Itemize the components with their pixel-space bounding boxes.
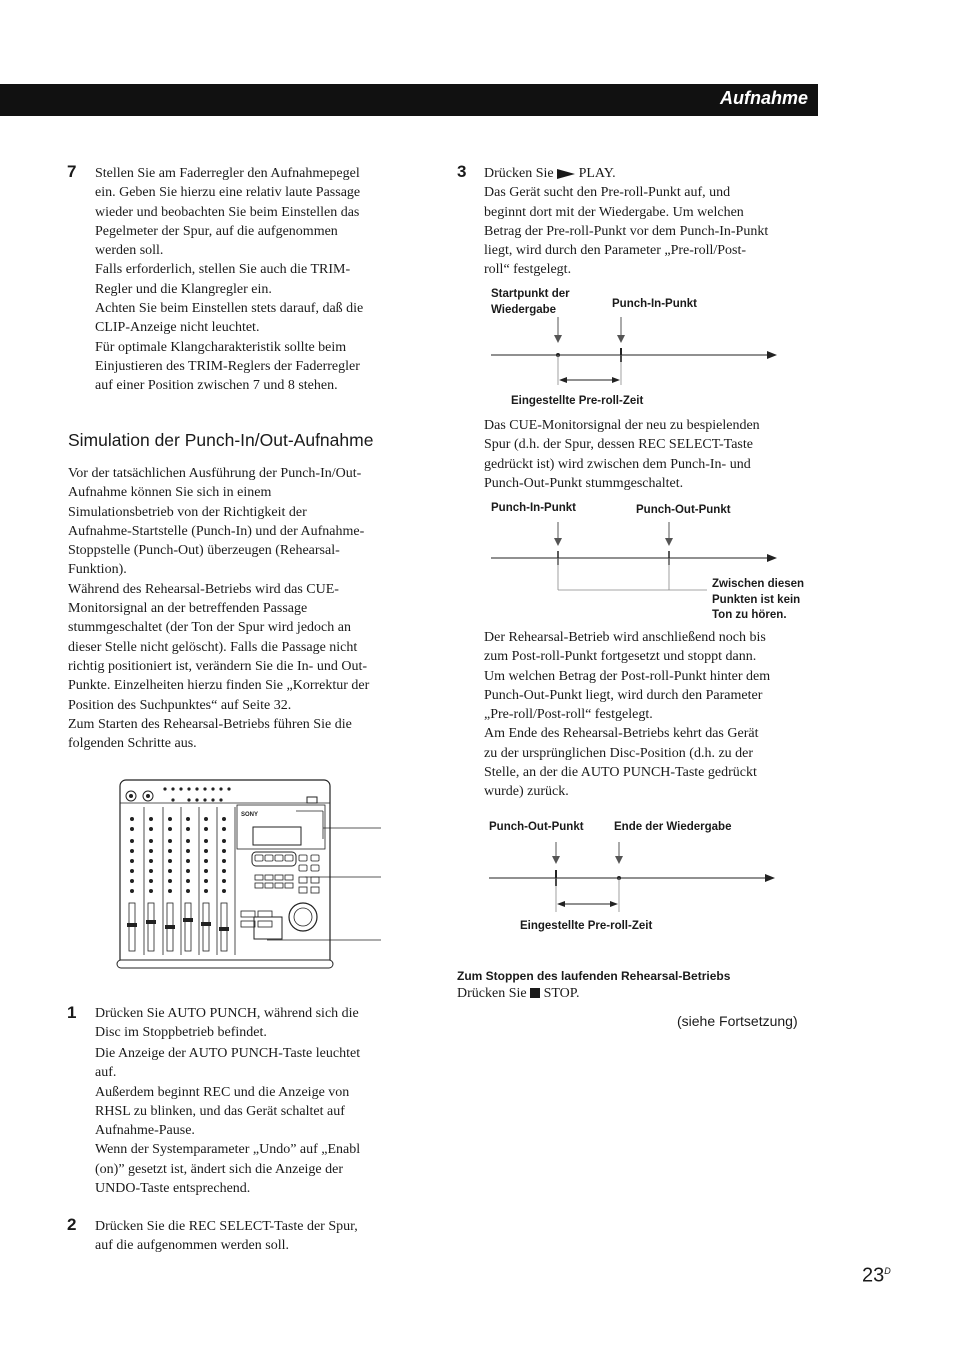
post-roll-paragraph — [484, 628, 770, 802]
stop-heading: Zum Stoppen des laufenden Rehearsal-Betriebs — [457, 969, 731, 983]
step-1-number: 1 — [67, 1003, 77, 1022]
text-line: „Pre-roll/Post-roll“ festgelegt. — [484, 707, 653, 723]
step-3-first-line — [484, 164, 768, 183]
text-fragment: Drücken Sie — [457, 986, 531, 1001]
play-icon — [557, 169, 575, 179]
step-7-text — [95, 164, 363, 396]
text-line: Pegelmeter der Spur, auf die aufgenommen — [95, 223, 338, 239]
text-line: Wenn der Systemparameter „Undo” auf „Enabl — [95, 1142, 361, 1158]
text-line: Zwischen diesen — [712, 578, 805, 590]
page-number-suffix: D — [884, 1266, 891, 1276]
header-title: Aufnahme — [719, 88, 808, 108]
page-number — [862, 1262, 891, 1286]
text-line: Einjustieren des TRIM-Reglers der Faderregler — [95, 358, 360, 374]
step-2-number: 2 — [67, 1215, 77, 1234]
text-line: Für optimale Klangcharakteristik sollte beim — [95, 339, 347, 355]
text-line: UNDO-Taste entsprechend. — [95, 1181, 251, 1197]
text-line: RHSL zu blinken, und das Gerät schaltet auf — [95, 1103, 345, 1119]
diagram-3-out-label: Punch-Out-Punkt — [489, 821, 584, 833]
text-line: Monitorsignal an der betreffenden Passage — [68, 601, 308, 617]
text-line: Die Anzeige der AUTO PUNCH-Taste leuchtet — [95, 1046, 361, 1061]
stop-text — [457, 984, 580, 1003]
text-line: gedrückt ist) wird zwischen dem Punch-In- und — [484, 456, 751, 472]
text-line: zum Post-roll-Punkt fortgesetzt und stoppt dann. — [484, 649, 757, 665]
text-line: Aufnahme-Pause. — [95, 1123, 195, 1139]
text-line: auf die aufgenommen werden soll. — [95, 1238, 289, 1254]
text-line: Drücken Sie die REC SELECT-Taste der Spur, — [95, 1219, 358, 1234]
text-line: Spur (d.h. der Spur, dessen REC SELECT-Taste — [484, 437, 753, 453]
text-line: wurde) zurück. — [484, 784, 569, 800]
text-line: zu der ursprünglichen Disc-Position (d.h. zu der — [484, 745, 754, 761]
step-7-number: 7 — [67, 162, 77, 181]
text-line: Startpunkt der — [491, 288, 570, 300]
text-line: ein. Geben Sie hierzu eine relativ laute Passage — [95, 185, 361, 201]
text-line: Am Ende des Rehearsal-Betriebs kehrt das Gerät — [484, 726, 759, 742]
diagram-2-note — [712, 577, 804, 624]
text-line: Aufnahme können Sie sich in einem — [68, 485, 272, 501]
text-line: Punkte. Einzelheiten hierzu finden Sie „Korrektur der — [68, 678, 370, 694]
text-line: wieder und beobachten Sie beim Einstellen das — [95, 204, 360, 220]
text-line: Funktion). — [68, 562, 127, 578]
text-line: Vor der tatsächlichen Ausführung der Punch-In/Out- — [68, 466, 362, 481]
text-line: Ton zu hören. — [712, 609, 787, 621]
diagram-1-start-label — [491, 287, 570, 318]
step-3-number: 3 — [457, 162, 467, 181]
text-line: Aufnahme-Startstelle (Punch-In) und der Aufnahme- — [68, 523, 365, 539]
diagram-1-punch-in-label: Punch-In-Punkt — [612, 298, 697, 310]
device-illustration — [115, 775, 390, 975]
text-line: Achten Sie beim Einstellen stets darauf, daß die — [95, 301, 364, 317]
text-line: auf. — [95, 1065, 117, 1081]
text-line: Wiedergabe — [491, 303, 557, 316]
diagram-2-out-label: Punch-Out-Punkt — [636, 504, 731, 516]
text-line: Simulationsbetrieb von der Richtigkeit der — [68, 504, 307, 520]
text-line: Falls erforderlich, stellen Sie auch die TRIM- — [95, 262, 351, 278]
continued-note: (siehe Fortsetzung) — [677, 1013, 798, 1029]
text-line: Das CUE-Monitorsignal der neu zu bespielenden — [484, 418, 760, 433]
text-line: Zum Starten des Rehearsal-Betriebs führen Sie die — [68, 716, 352, 732]
text-line: (on)” gesetzt ist, ändert sich die Anzeige der — [95, 1161, 344, 1177]
text-fragment: STOP. — [540, 986, 580, 1001]
text-line: Drücken Sie AUTO PUNCH, während sich die — [95, 1006, 359, 1021]
text-line: Punch-Out-Punkt stummgeschaltet. — [484, 475, 684, 491]
text-line: Außerdem beginnt REC und die Anzeige von — [95, 1084, 350, 1100]
diagram-3-end-label: Ende der Wiedergabe — [614, 821, 732, 833]
text-line: Stoppstelle (Punch-Out) überzeugen (Rehearsal- — [68, 543, 340, 559]
text-line: roll“ festgelegt. — [484, 262, 572, 278]
text-line: Stellen Sie am Faderregler den Aufnahmepegel — [95, 166, 360, 181]
text-fragment: Drücken Sie — [484, 166, 558, 181]
cue-paragraph — [484, 416, 760, 493]
text-line: Punch-Out-Punkt liegt, wird durch den Parameter — [484, 687, 763, 703]
text-line: Punkten ist kein — [712, 593, 801, 606]
text-line: Der Rehearsal-Betrieb wird anschließend noch bis — [484, 630, 766, 645]
text-fragment: PLAY. — [575, 166, 616, 181]
text-line: Das Gerät sucht den Pre-roll-Punkt auf, und — [484, 185, 731, 201]
text-line: Um welchen Betrag der Post-roll-Punkt hinter dem — [484, 668, 771, 684]
text-line: Während des Rehearsal-Betriebs wird das CUE- — [68, 581, 339, 597]
diagram-1-timeline — [485, 315, 785, 395]
text-line: auf einer Position zwischen 7 und 8 stehen. — [95, 378, 338, 394]
text-line: Regler und die Klangregler ein. — [95, 281, 272, 297]
diagram-3-timeline — [485, 840, 785, 920]
text-line: Disc im Stoppbetrieb befindet. — [95, 1025, 267, 1041]
text-line: dieser Stelle nicht gelöscht). Falls die Passage nicht — [68, 639, 358, 655]
section-intro — [68, 464, 369, 753]
text-line: stummgeschaltet (der Ton der Spur wird jedoch an — [68, 620, 351, 636]
text-line: Stelle, an der die AUTO PUNCH-Taste gedrückt — [484, 765, 757, 781]
header-bar — [0, 84, 818, 116]
text-line: beginnt dort mit der Wiedergabe. Um welchen — [484, 204, 744, 220]
step-1-details — [95, 1044, 360, 1198]
text-line: Position des Suchpunktes“ auf Seite 32. — [68, 697, 292, 713]
diagram-1-preroll-label: Eingestellte Pre-roll-Zeit — [511, 395, 644, 407]
stop-icon — [530, 988, 540, 998]
text-line: folgenden Schritte aus. — [68, 736, 197, 752]
section-title: Simulation der Punch-In/Out-Aufnahme — [68, 430, 374, 450]
page-number-value: 23 — [862, 1264, 885, 1287]
text-line: richtig positioniert ist, verändern Sie die In- und Out- — [68, 658, 367, 674]
step-3-text — [484, 164, 768, 280]
diagram-3-preroll-label: Eingestellte Pre-roll-Zeit — [520, 920, 653, 932]
text-line: Betrag der Pre-roll-Punkt vor dem Punch-In-Punkt — [484, 223, 769, 239]
step-2-text — [95, 1217, 358, 1256]
device-brand-logo: SONY — [241, 812, 259, 818]
text-line: werden soll. — [95, 243, 164, 259]
text-line: CLIP-Anzeige nicht leuchtet. — [95, 320, 260, 336]
diagram-2-in-label: Punch-In-Punkt — [491, 502, 576, 514]
text-line: liegt, wird durch den Parameter „Pre-roll/Post- — [484, 243, 747, 259]
step-1-text — [95, 1004, 359, 1043]
